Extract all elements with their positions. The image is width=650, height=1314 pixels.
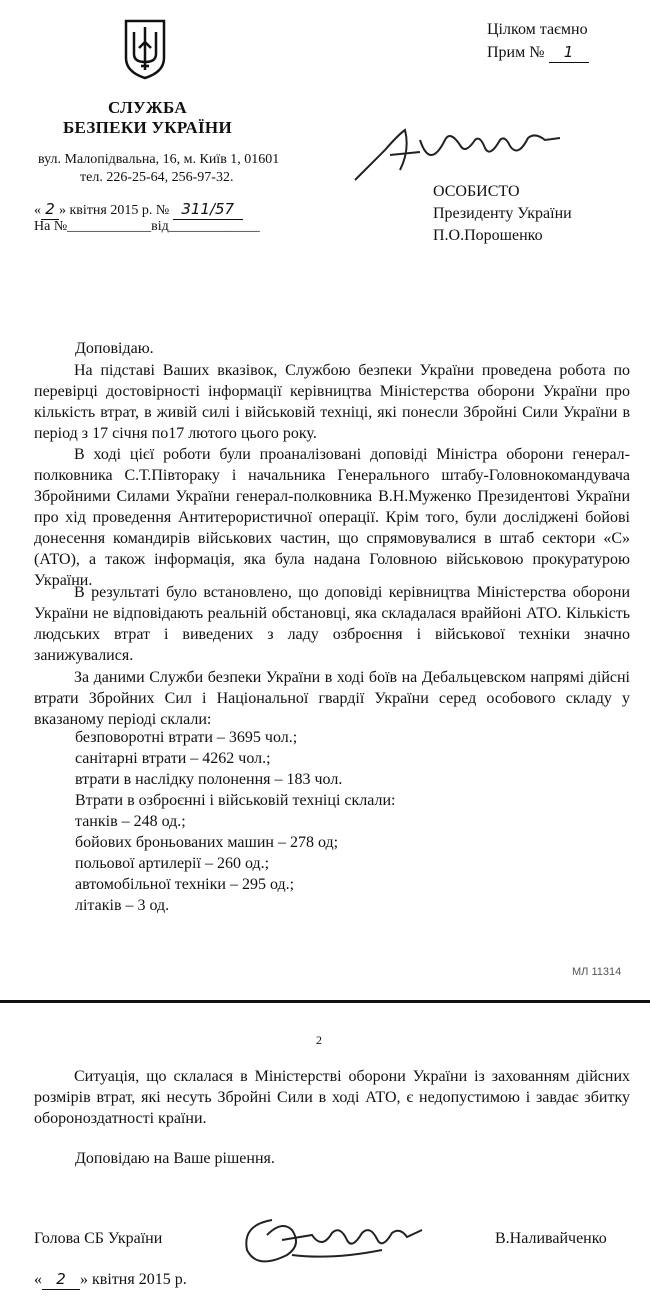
date2-rest: » квітня 2015 р. <box>80 1271 187 1288</box>
losses-list <box>75 727 395 916</box>
resolution-signature <box>350 110 570 190</box>
page2-date <box>34 1269 187 1290</box>
list-item: безповоротні втрати – 3695 чол.; <box>75 729 298 746</box>
paragraph-2: В ході цієї роботи були проаналізовані доповіді Міністра оборони генерал-полковника С.Т.Півтораку і начальника Генерального штабу-Головнокомандувача Збройними Силами України генерал-полковника В.Н.Муженко Президентові України про хід проведення Антитерористичної операції. Крім того, були досліджені бойові донесення командирів військових частин, що спрямовувалися в штаб сектори «С» (АТО), а також інформація, яка була надана Головною військовою прокуратурою України. <box>34 446 630 589</box>
org-phones: тел. 226-25-64, 256-97-32. <box>80 170 234 185</box>
coat-of-arms-icon <box>122 18 168 80</box>
list-item: польової артилерії – 260 од.; <box>75 855 270 872</box>
org-name-line1: СЛУЖБА <box>108 98 187 117</box>
classification-label: Цілком таємно <box>487 21 588 38</box>
paragraph-3: В результаті було встановлено, що доповіді керівництва Міністерства оборони України не відповідають реальній обстановці, яка складалася враййоні АТО. Кількість людських втрат і виведених з ладу озброєння і військової техніки значно занижувалися. <box>34 584 630 664</box>
addressee-line3: П.О.Порошенко <box>433 227 543 244</box>
list-item: літаків – 3 од. <box>75 897 170 914</box>
doc-number: 311/57 <box>173 199 243 220</box>
date-quote-open: « <box>34 203 41 218</box>
addressee-line1: ОСОБИСТО <box>433 183 520 200</box>
copy-label: Прим № <box>487 44 545 61</box>
org-address: вул. Малопідвальна, 16, м. Київ 1, 01601 <box>38 152 280 167</box>
date2-quote-open: « <box>34 1271 42 1288</box>
copy-number-line <box>487 42 589 63</box>
list-item: бойових броньованих машин – 278 од; <box>75 834 339 851</box>
signer-title: Голова СБ України <box>34 1230 163 1247</box>
paragraph-4: За даними Служби безпеки України в ході боїв на Дебальцевском напрямі дійсні втрати Збройних Сил і Національної гвардії України серед особового складу у вказаному періоді склали: <box>34 669 630 728</box>
paragraph-6: Доповідаю на Ваше рішення. <box>75 1150 275 1167</box>
date-day: 2 <box>41 199 59 220</box>
list-item: танків – 248 од.; <box>75 813 186 830</box>
page-number: 2 <box>316 1033 322 1047</box>
signature <box>232 1205 432 1275</box>
list-item: автомобільної техніки – 295 од.; <box>75 876 295 893</box>
org-name-line2: БЕЗПЕКИ УКРАЇНИ <box>63 118 232 137</box>
greeting: Доповідаю. <box>75 340 154 357</box>
signer-name: В.Наливайченко <box>495 1230 607 1247</box>
date2-day: 2 <box>42 1269 80 1290</box>
addressee-line2: Президенту України <box>433 205 572 222</box>
list-item: санітарні втрати – 4262 чол.; <box>75 750 271 767</box>
page-divider <box>0 1000 650 1003</box>
reference-line: На №____________від_____________ <box>34 219 260 234</box>
copy-number: 1 <box>549 42 589 63</box>
paragraph-5: Ситуація, що склалася в Міністерстві оборони України із захованням дійсних розмірів втрат, які несуть Збройні Сили в ході АТО, є недопустимою і завдає збитку обороноздатності країни. <box>34 1068 630 1127</box>
list-item: втрати в наслідку полонення – 183 чол. <box>75 771 343 788</box>
date-rest: » квітня 2015 р. № <box>59 203 170 218</box>
footer-code: МЛ 11314 <box>572 966 622 978</box>
paragraph-1: На підставі Ваших вказівок, Службою безпеки України проведена робота по перевірці достовірності інформації керівництва Міністерства оборони України про кількість втрат, в живій силі і військовій техніці, які понесли Збройні Сили України в період з 17 січня по17 лютого цього року. <box>34 362 630 442</box>
list-item: Втрати в озброєнні і військовій техніці склали: <box>75 792 396 809</box>
